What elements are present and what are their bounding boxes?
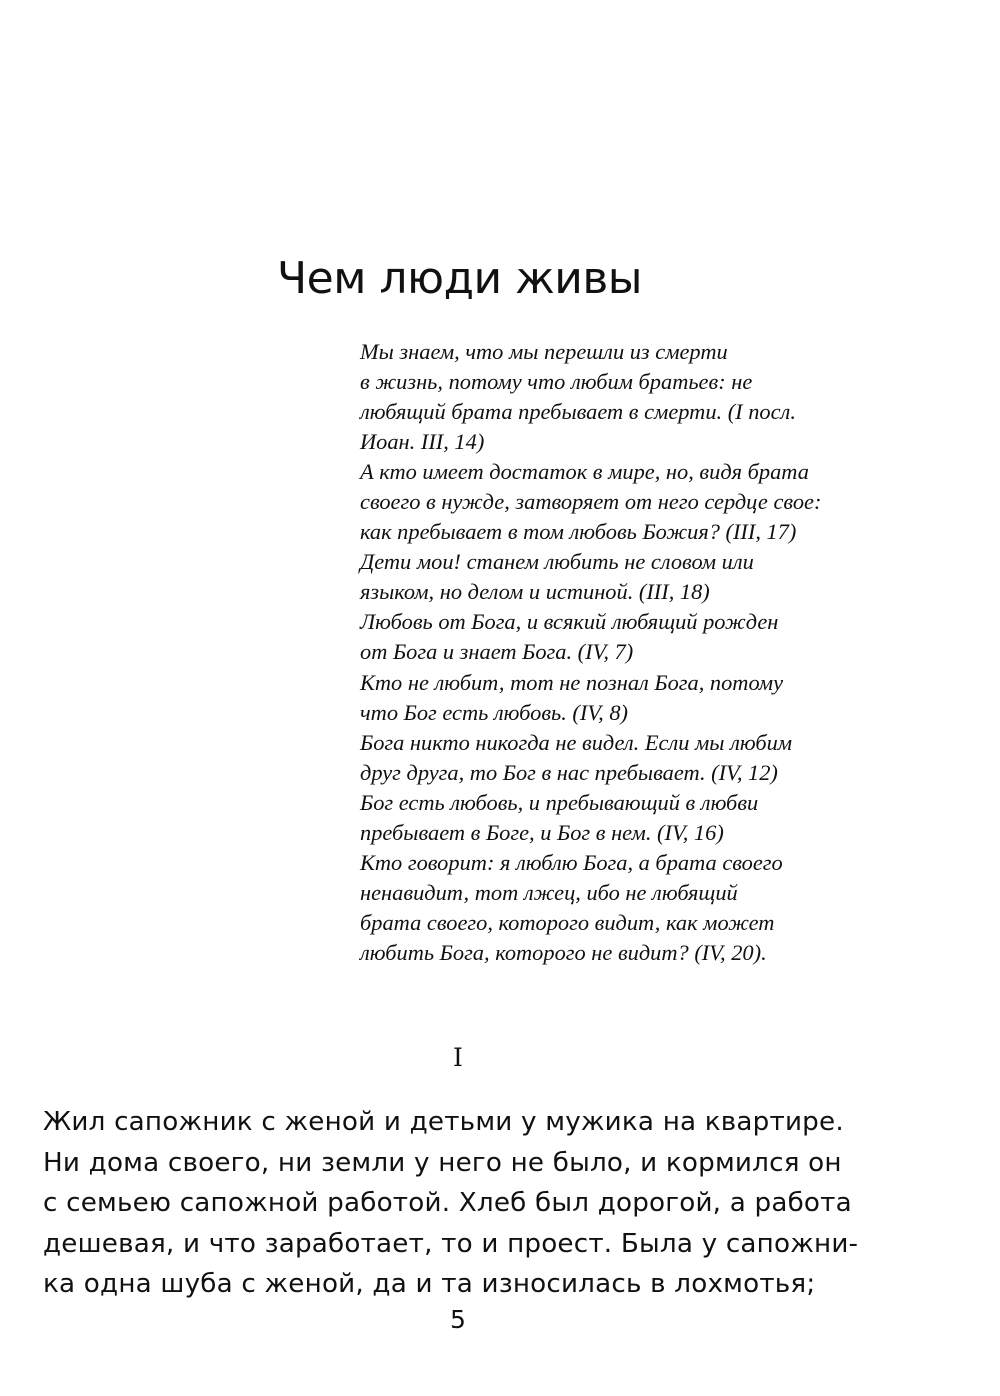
epigraph-line: как пребывает в том любовь Божия? (III, 17) — [360, 519, 797, 545]
epigraph-line: пребывает в Боге, и Бог в нем. (IV, 16) — [360, 819, 724, 845]
body-line: Жил сапожник с женой и детьми у мужика на квартире. — [43, 1107, 844, 1137]
epigraph-line: своего в нужде, затворяет от него сердце свое: — [360, 489, 822, 515]
epigraph-line: А кто имеет достаток в мире, но, видя брата — [360, 459, 809, 485]
epigraph-line: Бог есть любовь, и пребывающий в любви — [360, 789, 759, 815]
epigraph-line: друг друга, то Бог в нас пребывает. (IV, 12) — [360, 759, 778, 785]
body-line: Ни дома своего, ни земли у него не было, и кормился он — [43, 1147, 842, 1178]
epigraph-line: любить Бога, которого не видит? (IV, 20). — [360, 939, 767, 965]
epigraph-line: от Бога и знает Бога. (IV, 7) — [360, 639, 634, 665]
body-line: ка одна шуба с женой, да и та износилась в лохмотья; — [43, 1269, 816, 1299]
epigraph-line: Бога никто никогда не видел. Если мы любим — [360, 729, 793, 755]
body-text — [43, 1102, 943, 1305]
chapter-number: I — [453, 1043, 463, 1072]
epigraph-line: Любовь от Бога, и всякий любящий рожден — [360, 609, 779, 635]
epigraph-line: Кто не любит, тот не познал Бога, потому — [360, 669, 784, 695]
page-number: 5 — [450, 1305, 466, 1334]
epigraph-line: Мы знаем, что мы перешли из смерти — [360, 339, 728, 364]
body-line: дешевая, и что заработает, то и проест. Была у сапожни- — [43, 1228, 859, 1259]
epigraph-line: языком, но делом и истиной. (III, 18) — [360, 579, 710, 605]
epigraph-line: брата своего, которого видит, как может — [360, 909, 775, 935]
epigraph-line: в жизнь, потому что любим братьев: не — [360, 369, 753, 395]
epigraph-line: Дети мои! станем любить не словом или — [360, 549, 754, 575]
epigraph-line: что Бог есть любовь. (IV, 8) — [360, 699, 628, 725]
epigraph-line: любящий брата пребывает в смерти. (I посл. — [360, 399, 796, 425]
epigraph-line: Иоан. III, 14) — [360, 429, 485, 455]
body-line: с семьею сапожной работой. Хлеб был дорогой, а работа — [43, 1188, 852, 1218]
epigraph-line: ненавидит, тот лжец, ибо не любящий — [360, 879, 738, 905]
epigraph-line: Кто говорит: я люблю Бога, а брата своего — [360, 849, 783, 875]
epigraph — [360, 337, 920, 968]
chapter-title: Чем люди живы — [277, 253, 642, 304]
